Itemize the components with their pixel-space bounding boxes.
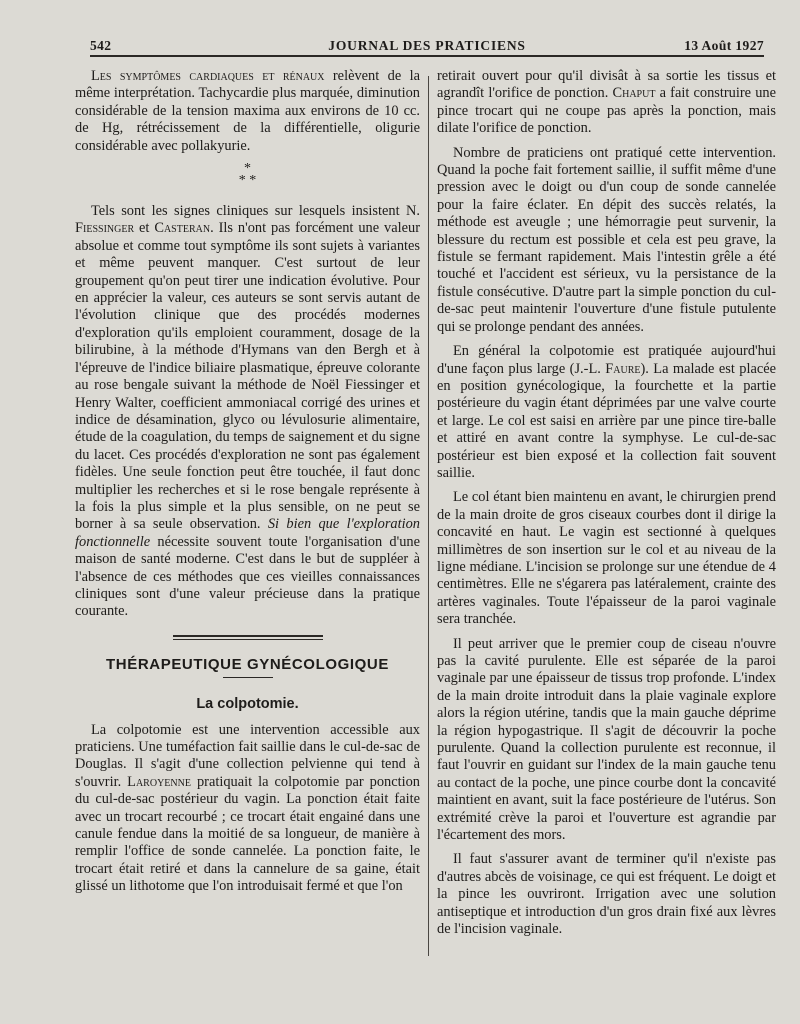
title-underline	[223, 677, 273, 678]
header-rule	[90, 55, 764, 57]
paragraph-conclusion: Il faut s'assurer avant de terminer qu'il n'existe pas d'autres abcès de voisinage, ce qui est fréquent. Le doigt et la pince les ouvriront. Irrigation avec une solution antiseptique et introduction d'un gros drain fixé aux lèvres de l'incision vaginale.	[437, 851, 776, 938]
paragraph-text: pratiquait la colpotomie par ponction du cul-de-sac postérieur du vagin. La ponction était faite avec un trocart recourbé ; ce trocart était engainé dans une canule fendue dans la moitié de sa longueur, de manière à remplir l'office de sonde cannelée. La ponction faite, le trocart était retiré et dans la cannelure de sa gaine, était glissé un lithotome que l'on introduisait fermé et que l'on	[75, 773, 420, 895]
page-number: 542	[90, 38, 112, 53]
author-name: Laroyenne	[127, 773, 191, 790]
author-name: Casteran	[154, 220, 211, 237]
issue-date: 13 Août 1927	[684, 38, 764, 53]
paragraph-continuation	[437, 68, 776, 138]
asterism-bottom: * *	[238, 173, 257, 189]
paragraph-text: Tels sont les signes cliniques sur lesquels insistent N.	[91, 203, 420, 220]
journal-title: JOURNAL DES PRATICIENS	[328, 38, 526, 53]
section-separator-rule	[173, 635, 323, 640]
paragraph-symptomes	[75, 68, 420, 155]
author-name: Chaput	[612, 85, 656, 102]
left-column	[75, 68, 420, 903]
paragraph-text: a fait construire une pince trocart qui ne coupe pas après la ponction, mais dilate l'orifice de ponction.	[437, 85, 776, 137]
small-caps-heading: Les symptômes cardiaques et rénaux	[91, 68, 325, 84]
author-name: Fiessinger	[75, 220, 135, 237]
author-name: Faure	[605, 360, 641, 377]
section-title: THÉRAPEUTIQUE GYNÉCOLOGIQUE	[106, 655, 389, 673]
paragraph-exploration: Il peut arriver que le premier coup de ciseau n'ouvre pas la cavité purulente. Elle est séparée de la paroi vaginale par une épaisseur de tissus trop profonde. L'index de la main droite introduit dans la plaie vaginale explore alors la région utérine, tandis que la main gauche déprime la région hypogastrique. Il s'agit de découvrir la poche purulente. Quand la collection purulente est reconnue, il faut l'ouvrir en guidant sur l'index de la main gauche tenu au contact de la poche, une pince courbe dont la concavité maintient en avant, suit la face postérieure de l'utérus. Son extrémité crève la paroi et l'ouverture est agrandie par l'écartement des mors.	[437, 635, 776, 844]
paragraph-text: . Ils n'ont pas forcément une valeur absolue et comme tout symptôme ils sont sujets à variantes et même peuvent manquer. C'est surtout de leur groupement qu'on peut tirer une indication évolutive. Pour en apprécier la valeur, ces auteurs se sont servis autant de l'évolution clinique que des procédés modernes d'exploration qu'ils emploient couramment, dosage de la bilirubine, à la méthode d'Hymans van den Bergh et à l'épreuve de l'indice biliaire plasmatique, épreuve colorante au rose bengale suivant la méthode de Noël Fiessinger et Henry Walter, coefficient ammoniacal corrigé des urines et indice de désamination, glyco ou lévulosurie alimentaire, étude de la coagulation, du temps de saignement et du signe du lacet. Ces procédés d'exploration ne sont pas également fidèles. Une seule fonction peut être touchée, il faut donc multiplier les recherches et si le rose bengale représente à la fois la plus simple et la plus sensible, on ne peut se borner à sa seule observation.	[75, 220, 420, 533]
running-header	[90, 34, 764, 56]
paragraph-incision: Le col étant bien maintenu en avant, le chirurgien prend de la main droite de gros ciseaux courbes dont il dirige la concavité en haut. Le vagin est sectionné à quelques millimètres de son insertion sur le col et au niveau de la ligne médiane. L'incision se prolonge sur une étendue de 4 centimètres. Elle ne s'égarera pas latéralement, crainte des artères vaginales. Toute l'épaisseur de la paroi vaginale sera tranchée.	[437, 489, 776, 628]
paragraph-text: En général la colpotomie est pratiquée aujourd'hui d'une façon plus large (J.-L.	[437, 343, 776, 377]
article-subtitle: La colpotomie.	[196, 696, 299, 713]
right-column	[437, 68, 776, 946]
paragraph-praticiens: Nombre de praticiens ont pratiqué cette intervention. Quand la poche fait fortement saillie, il suffit même d'une pression avec le doigt ou d'un coup de sonde cannelée pour la faire éclater. En dépit des succès relatés, la méthode est aveugle ; une hémorragie peut survenir, la blessure du rectum est possible et cela est peu grave, la fistule se fermant rapidement. Mais l'intestin grêle a été touché et l'accident est sérieux, vu la persistance de la fistule consécutive. D'autre part la simple ponction du cul-de-sac peut maintenir l'ouverture d'une fistule putulente qui se prolonge pendant des années.	[437, 144, 776, 335]
italic-phrase: Si bien que l'exploration fonctionnelle	[75, 516, 420, 550]
paragraph-technique-large	[437, 343, 776, 482]
paragraph-text: retirait ouvert pour qu'il divisât à sa sortie les tissus et agrandît l'orifice de ponction.	[437, 68, 776, 102]
paragraph-text: et	[134, 220, 155, 237]
asterism-top: *	[244, 161, 251, 177]
paragraph-colpotomie-intro	[75, 722, 420, 896]
column-divider	[428, 76, 429, 956]
paragraph-text: relèvent de la même interprétation. Tachycardie plus marquée, diminution considérable de la tension maxima aux environs de 10 cc. de Hg, rétrécissement de la différentielle, oligurie considérable avec pollakyurie.	[75, 68, 420, 154]
paragraph-signes-cliniques	[75, 203, 420, 621]
paragraph-text: La colpotomie est une intervention accessible aux praticiens. Une tuméfaction fait saillie dans le cul-de-sac de Douglas. Il s'agit d'une collection pelvienne qui tend à s'ouvrir.	[75, 721, 420, 790]
paragraph-text: ). La malade est placée en position gynécologique, la fourchette et la partie postérieure du vagin étant déprimées par une valve courte et large. Le col est saisi en arrière par une pince tire-balle et attiré en avant contre la symphyse. Le cul-de-sac postérieur est bien exposé et la collection fait souvent saillie.	[437, 360, 776, 481]
paragraph-text: nécessite souvent toute l'organisation d'une maison de santé moderne. C'est dans le but de suppléer à l'absence de ces méthodes que ces vieilles connaissances cliniques sont d'une valeur précieuse dans la pratique courante.	[75, 533, 420, 620]
asterism-separator	[75, 163, 420, 187]
